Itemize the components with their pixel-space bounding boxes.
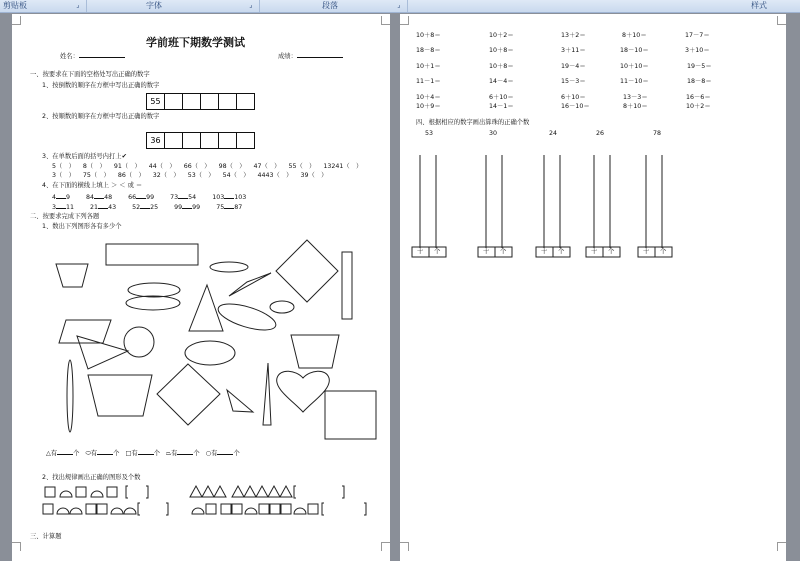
compare-item[interactable]: 99 99 [174,204,201,211]
abacus-53 [412,155,446,257]
trapezoid-icon: ⏢ [166,450,172,457]
diamond-shape [157,364,220,425]
ellipse-shape [270,301,294,313]
calc-item[interactable]: 8＋10＝ [622,32,647,39]
dialog-launcher-icon[interactable]: ⌟ [249,1,253,9]
square-shape [281,504,291,514]
count-blank[interactable] [217,454,233,455]
calc-item[interactable]: 6＋10＝ [489,94,514,101]
abacus-number: 53 [425,130,434,137]
bracket-shape [294,486,296,498]
shape-count-row: △有 个 ⬭有 个 □有 个 ⏢有 个 ○有 个 [46,450,240,457]
trapezoid-shape [88,375,152,416]
odd-choice[interactable]: 32（ ） [152,172,180,179]
triangle-shape [232,486,244,497]
calc-item[interactable]: 10＋4＝ [416,94,441,101]
odd-choice[interactable]: 91（ ） [113,163,141,170]
calc-item[interactable]: 10＋1＝ [416,63,441,70]
compare-item[interactable]: 21 43 [90,204,117,211]
calc-item[interactable]: 11－10＝ [620,78,649,85]
ellipse-shape [67,360,73,432]
half-circle-shape [60,491,72,497]
triangle-shape [244,486,256,497]
odd-choice[interactable]: 8（ ） [82,163,106,170]
tens-label: 十 [591,248,598,255]
calc-item[interactable]: 3＋10＝ [685,47,710,54]
compare-item[interactable]: 52 25 [132,204,159,211]
ellipse-shape [215,299,278,336]
odd-choice[interactable]: 5（ ） [52,163,75,170]
calc-item[interactable]: 19－5＝ [687,63,712,70]
q1-instruction: 1、按倒数的顺序在方框中写出正确的数字 [42,82,160,89]
section2-heading: 二、按要求完成下列各题 [30,213,100,220]
abacus-30 [478,155,512,257]
triangle-shape [256,486,268,497]
abacus-number: 24 [549,130,558,137]
square-shape [45,487,55,497]
calc-item[interactable]: 10＋10＝ [620,63,649,70]
calc-item[interactable]: 6＋10＝ [561,94,586,101]
crop-mark [12,542,21,551]
circle-icon: ○ [205,450,212,457]
ones-label: 个 [608,248,615,255]
odd-choice[interactable]: 55（ ） [288,163,316,170]
ribbon-bar [0,0,800,13]
parallelogram-shape [59,320,111,343]
dialog-launcher-icon[interactable]: ⌟ [76,1,80,9]
compare-item[interactable]: 75 87 [216,204,243,211]
tens-label: 十 [541,248,548,255]
crop-mark [400,542,409,551]
compare-item[interactable]: 4 9 [52,194,71,201]
ribbon-group-paragraph[interactable]: 段落 [322,1,338,10]
calc-item[interactable]: 16－10＝ [561,103,590,110]
ellipse-icon: ⬭ [85,450,91,457]
calc-item[interactable]: 16－6＝ [686,94,711,101]
odd-choice[interactable]: 39（ ） [300,172,328,179]
bracket-shape [138,503,140,515]
bracket-shape [166,503,168,515]
section3-heading: 三、计算题 [30,533,62,540]
abacus-number: 78 [653,130,662,137]
document-page-2[interactable] [400,14,786,561]
triangle-shape [229,273,271,296]
square-shape [259,504,269,514]
odd-choice[interactable]: 54（ ） [222,172,250,179]
ribbon-group-clipboard[interactable]: 剪贴板 [3,1,27,10]
triangle-shape [280,486,292,497]
odd-choice[interactable]: 66（ ） [183,163,211,170]
calc-item[interactable]: 18－8＝ [416,47,441,54]
section2-q2-instruction: 2、找出规律画出正确的图形及个数 [42,474,141,481]
dialog-launcher-icon[interactable]: ⌟ [397,1,401,9]
ones-label: 个 [434,248,441,255]
section4-heading: 四、根据相应的数字画出算珠的正确个数 [416,119,530,126]
abacus-24 [536,155,570,257]
triangle-shape [263,363,271,425]
abacus-78 [638,155,672,257]
tens-label: 十 [417,248,424,255]
odd-choice[interactable]: 4443（ ） [257,172,293,179]
square-shape [76,487,86,497]
name-field[interactable]: 姓名： [60,53,125,61]
half-circle-shape [91,491,103,497]
bracket-shape [342,486,344,498]
triangle-shape [227,390,253,412]
calc-item[interactable]: 10＋2＝ [489,32,514,39]
ribbon-group-font[interactable]: 字体 [146,1,162,10]
calc-item[interactable]: 13－3＝ [623,94,648,101]
ellipse-shape [185,341,235,365]
triangle-icon: △ [46,450,51,457]
square-shape [232,504,242,514]
calc-item[interactable]: 10＋8＝ [416,32,441,39]
section2-q1-instruction: 1、数出下列图形各有多少个 [42,223,122,230]
abacus-number: 26 [596,130,605,137]
section1-heading: 一、按要求在下面的空格处写出正确的数字 [30,71,150,78]
crop-mark [381,542,390,551]
square-icon: □ [125,450,132,457]
ribbon-separator [407,0,408,12]
compare-item[interactable]: 103 103 [212,194,247,201]
rectangle-shape [106,244,198,265]
compare-item[interactable]: 84 48 [86,194,113,201]
number-box-start: 55 [146,93,165,110]
document-page-1[interactable] [12,14,390,561]
heart-shape [277,371,330,412]
bracket-shape [364,503,366,515]
square-shape [308,504,318,514]
half-circle-shape [70,508,82,514]
triangle-shape [268,486,280,497]
q4-instruction: 4、在下面的横线上填上 ＞ ＜ 或 ＝ [42,182,143,189]
trapezoid-shape [291,335,339,368]
number-box-start: 36 [146,132,165,149]
count-blank[interactable] [138,454,154,455]
trapezoid-shape [56,264,88,287]
pattern-figure [12,14,390,54]
half-circle-shape [294,508,306,514]
odd-choice[interactable]: 75（ ） [82,172,110,179]
triangle-shape [202,486,214,497]
odd-choice[interactable]: 44（ ） [148,163,176,170]
odd-choice[interactable]: 47（ ） [253,163,281,170]
calc-item[interactable]: 13＋2＝ [561,32,586,39]
ribbon-separator [86,0,87,12]
odd-choice[interactable]: 53（ ） [187,172,215,179]
bracket-shape [322,503,324,515]
square-shape [97,504,107,514]
abacus-26 [586,155,620,257]
ones-label: 个 [558,248,565,255]
calc-item[interactable]: 3＋11＝ [561,47,586,54]
odd-choice[interactable]: 86（ ） [117,172,145,179]
square-shape [270,504,280,514]
ellipse-shape [128,283,180,297]
half-circle-shape [57,508,69,514]
tens-label: 十 [643,248,650,255]
half-circle-shape [245,508,257,514]
square-shape [206,504,216,514]
count-blank[interactable] [177,454,193,455]
diamond-shape [276,240,338,302]
square-shape [325,391,376,439]
calc-item[interactable]: 18－8＝ [687,78,712,85]
odd-choice[interactable]: 13241（ ） [323,163,363,170]
ribbon-group-styles[interactable]: 样式 [751,1,767,10]
abacus-number: 30 [489,130,498,137]
calc-item[interactable]: 8＋10＝ [623,103,648,110]
square-shape [221,504,231,514]
triangle-shape [77,336,128,369]
ones-label: 个 [500,248,507,255]
square-shape [43,504,53,514]
square-shape [107,487,117,497]
bracket-shape [146,486,148,498]
q2-instruction: 2、按顺数的顺序在方框中写出正确的数字 [42,113,160,120]
page-title: 学前班下期数学测试 [146,36,245,49]
calc-item[interactable]: 17－7＝ [685,32,710,39]
odd-choice[interactable]: 98（ ） [218,163,246,170]
calc-item[interactable]: 18－10＝ [620,47,649,54]
calc-item[interactable]: 14－4＝ [489,78,514,85]
ribbon-separator [259,0,260,12]
count-blank[interactable] [97,454,113,455]
ellipse-shape [126,296,180,310]
bracket-shape [126,486,128,498]
tens-label: 十 [483,248,490,255]
calc-item[interactable]: 19－4＝ [561,63,586,70]
square-shape [86,504,96,514]
q3-instruction: 3、在单数后面的括号内打上✔ [42,153,127,160]
odd-choice[interactable]: 3（ ） [52,172,75,179]
compare-item[interactable]: 66 99 [128,194,155,201]
compare-item[interactable]: 3 11 [52,204,75,211]
count-blank[interactable] [57,454,73,455]
circle-shape [124,327,154,357]
abacus-figure [400,14,786,154]
ellipse-shape [210,262,248,272]
calc-item[interactable]: 10＋2＝ [686,103,711,110]
half-circle-shape [111,508,123,514]
half-circle-shape [124,508,136,514]
calc-item[interactable]: 11－1＝ [416,78,441,85]
score-field[interactable]: 成绩： [278,53,343,61]
calc-item[interactable]: 14－1＝ [489,103,514,110]
calc-item[interactable]: 10＋8＝ [489,47,514,54]
calc-item[interactable]: 10＋8＝ [489,63,514,70]
crop-mark [777,542,786,551]
compare-item[interactable]: 73 54 [170,194,197,201]
ones-label: 个 [660,248,667,255]
calc-item[interactable]: 10＋9＝ [416,103,441,110]
half-circle-shape [192,508,204,514]
calc-item[interactable]: 15－3＝ [561,78,586,85]
triangle-shape [214,486,226,497]
triangle-shape [190,486,202,497]
rectangle-shape [342,252,352,319]
